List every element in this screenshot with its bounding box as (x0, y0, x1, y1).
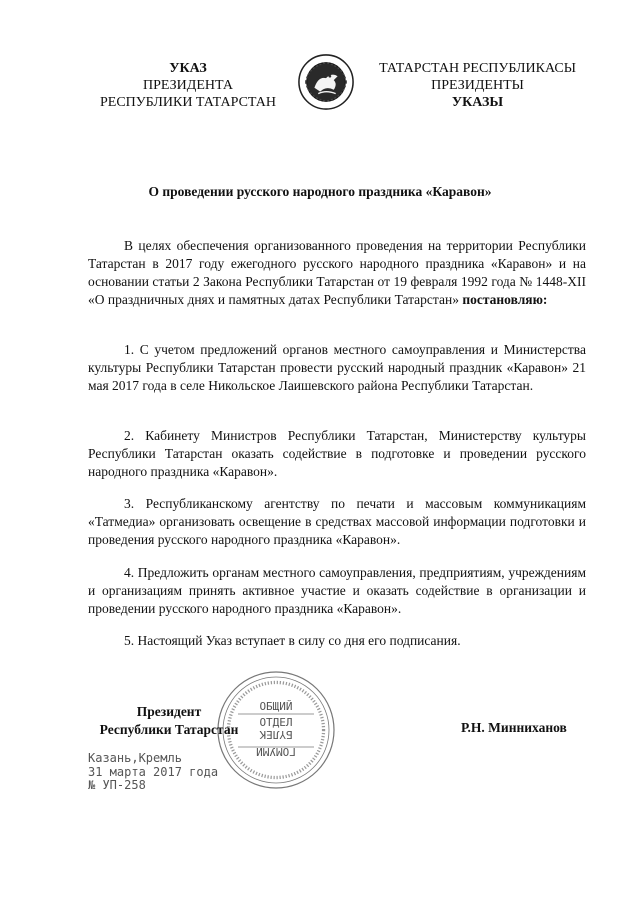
signatory-name: Р.Н. Минниханов (461, 720, 567, 735)
decree-title: О проведении русского народного праздника «Каравон» (148, 184, 492, 199)
decree-item: 1. С учетом предложений органов местного самоуправления и Министерства культуры Республики Татарстан провести русский народный праздник «Каравон» 21 мая 2017 года в селе Никольское Лаишевского района Республики Татарстан. (88, 342, 586, 393)
decree-item: 5. Настоящий Указ вступает в силу со дня его подписания. (124, 633, 461, 648)
footer-number: № УП-258 (88, 778, 146, 792)
header-left-line: РЕСПУБЛИКИ ТАТАРСТАН (99, 95, 276, 110)
signature-title-line: Президент (136, 704, 202, 719)
header-right-line: ПРЕЗИДЕНТЫ (431, 78, 524, 93)
header-right-line: ТАТАРСТАН РЕСПУБЛИКАСЫ (379, 61, 576, 76)
header-left-line: УКАЗ (169, 61, 207, 76)
decree-word: постановляю (462, 292, 543, 307)
stamp-line: БҮЛЕК (259, 728, 293, 741)
preamble-paragraph (88, 237, 586, 309)
header-right-line: УКАЗЫ (451, 95, 504, 110)
decree-item: 4. Предложить органам местного самоуправления, предприятиям, учреждениям и организациям принять активное участие и оказать содействие в организации и проведении русского народного праздника «Каравон». (88, 565, 586, 616)
emblem-icon (297, 53, 355, 111)
signature-title-line: Республики Татарстан (99, 722, 239, 737)
header-right (370, 60, 585, 111)
preamble-text: В целях обеспечения организованного проведения на территории Республики Татарстан в 2017 году ежегодного русского народного праздника «Каравон» и на основании статьи 2 Закона Республики Татарстан от 19 февраля 1992 года № 1448-XII «О праздничных днях и памятных датах Республики Татарстан» (88, 238, 586, 307)
header-left (90, 60, 286, 111)
stamp-line: ОБЩИЙ (259, 700, 293, 713)
footer-place: Казань,Кремль (88, 751, 182, 765)
decree-footer (88, 752, 218, 793)
header-left-line: ПРЕЗИДЕНТА (143, 78, 233, 93)
stamp-line: ОТДЕЛ (259, 716, 293, 729)
decree-item: 3. Республиканскому агентству по печати и массовым коммуникациям «Татмедиа» организовать освещение в средствах массовой информации подготовки и проведения русского народного праздника «Каравон». (88, 496, 586, 547)
decree-item: 2. Кабинету Министров Республики Татарстан, Министерству культуры Республики Татарстан оказать содействие в подготовке и проведении русского народного праздника «Каравон». (88, 428, 586, 479)
footer-date: 31 марта 2017 года (88, 764, 219, 779)
decree-colon: : (542, 292, 548, 307)
signature-title (90, 703, 248, 739)
stamp-line: ГОМУМИ (256, 745, 296, 758)
